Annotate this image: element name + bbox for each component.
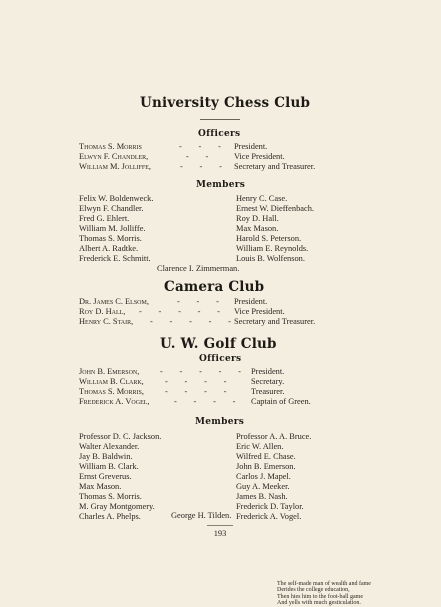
golf-member-right: Professor A. A. Bruce.: [236, 432, 312, 441]
title-rule: [200, 119, 240, 120]
golf-member-right: Wilfred E. Chase.: [236, 452, 296, 461]
chess-member-left: Thomas S. Morris.: [79, 234, 142, 243]
golf-officer-role: Captain of Green.: [251, 397, 311, 406]
verse-line: Then hies him to the foot-ball game: [277, 593, 363, 600]
verse-line: And yells with much gesticulation.: [277, 600, 361, 607]
chess-member-right: Ernest W. Dieffenbach.: [236, 204, 314, 213]
golf-member-left: William B. Clark.: [79, 462, 139, 471]
chess-officer-name: William M. Jolliffe,: [79, 162, 151, 171]
chess-member-right: Henry C. Case.: [236, 194, 288, 203]
camera-officer-name: Dr. James C. Elsom,: [79, 297, 149, 306]
leader-dashes: - - - - -: [139, 307, 220, 316]
camera-officer-role: President.: [234, 297, 268, 306]
golf-officer-name: Thomas S. Morris,: [79, 387, 144, 396]
golf-officer-role: Secretary.: [251, 377, 285, 386]
golf-member-left: Thomas S. Morris.: [79, 492, 142, 501]
chess-member-left: Elwyn F. Chandler.: [79, 204, 144, 213]
golf-members-heading: Members: [195, 417, 245, 427]
leader-dashes: - - - - -: [160, 367, 241, 376]
chess-members-heading: Members: [196, 180, 246, 190]
verse-line: Derides the college education,: [277, 587, 350, 594]
golf-officer-role: Treasurer.: [251, 387, 285, 396]
chess-officer-role: President.: [234, 142, 268, 151]
golf-officer-name: William B. Clark,: [79, 377, 144, 386]
verse-line: The self-made man of wealth and fame: [277, 581, 371, 587]
chess-member-left: Felix W. Boldenweck.: [79, 194, 154, 203]
golf-member-left: M. Gray Montgomery.: [79, 502, 155, 511]
golf-member-left: Professor D. C. Jackson.: [79, 432, 162, 441]
golf-member-right: John B. Emerson.: [236, 462, 296, 471]
chess-member-left: Albert A. Radtke.: [79, 244, 139, 253]
page-number: 193: [213, 529, 227, 538]
chess-member-right: Roy D. Hall.: [236, 214, 279, 223]
golf-member-left: Ernst Greverus.: [79, 472, 132, 481]
chess-member-left: Fred G. Ehlert.: [79, 214, 130, 223]
leader-dashes: - - -: [179, 142, 221, 151]
leader-dashes: - -: [186, 152, 209, 161]
golf-member-right: Eric W. Allen.: [236, 442, 284, 451]
chess-member-right: William E. Reynolds.: [236, 244, 309, 253]
golf-officer-name: John B. Emerson,: [79, 367, 140, 376]
leader-dashes: - - -: [177, 297, 219, 306]
camera-officer-name: Roy D. Hall,: [79, 307, 126, 316]
chess-officer-role: Secretary and Treasurer.: [234, 162, 316, 171]
golf-member-left: Walter Alexander.: [79, 442, 140, 451]
chess-member-left: William M. Jolliffe.: [79, 224, 146, 233]
leader-dashes: - - - -: [165, 387, 227, 396]
golf-member-right: Carlos J. Mapel.: [236, 472, 291, 481]
golf-member-left: Jay B. Baldwin.: [79, 452, 133, 461]
camera-officer-role: Secretary and Treasurer.: [234, 317, 316, 326]
leader-dashes: - - - -: [174, 397, 236, 406]
leader-dashes: - - - - -: [150, 317, 231, 326]
chess-member-center: Clarence I. Zimmerman.: [157, 264, 240, 273]
golf-member-right: Guy A. Meeker.: [236, 482, 290, 491]
golf-officer-name: Frederick A. Vogel,: [79, 397, 150, 406]
chess-officer-role: Vice President.: [234, 152, 285, 161]
golf-club-title: U. W. Golf Club: [160, 336, 277, 352]
golf-member-left: Charles A. Phelps.: [79, 512, 141, 521]
camera-club-title: Camera Club: [164, 279, 265, 295]
chess-officer-name: Elwyn F. Chandler,: [79, 152, 149, 161]
camera-officer-name: Henry C. Stair,: [79, 317, 134, 326]
page-number-rule: [207, 525, 233, 526]
golf-member-center: George H. Tilden.: [171, 511, 232, 520]
golf-member-right: Frederick D. Taylor.: [236, 502, 304, 511]
chess-club-title: University Chess Club: [140, 95, 311, 111]
leader-dashes: - - -: [180, 162, 222, 171]
leader-dashes: - - - -: [165, 377, 227, 386]
chess-officer-name: Thomas S. Morris: [79, 142, 142, 151]
chess-officers-heading: Officers: [198, 129, 241, 139]
golf-member-right: James B. Nash.: [236, 492, 288, 501]
chess-member-right: Harold S. Peterson.: [236, 234, 302, 243]
camera-officer-role: Vice President.: [234, 307, 285, 316]
chess-member-left: Frederick E. Schmitt.: [79, 254, 151, 263]
chess-member-right: Max Mason.: [236, 224, 279, 233]
golf-officers-heading: Officers: [199, 354, 242, 364]
footer-verse: [277, 581, 371, 607]
golf-member-right: Frederick A. Vogel.: [236, 512, 302, 521]
chess-member-right: Louis B. Wolfenson.: [236, 254, 305, 263]
golf-officer-role: President.: [251, 367, 285, 376]
golf-member-left: Max Mason.: [79, 482, 122, 491]
